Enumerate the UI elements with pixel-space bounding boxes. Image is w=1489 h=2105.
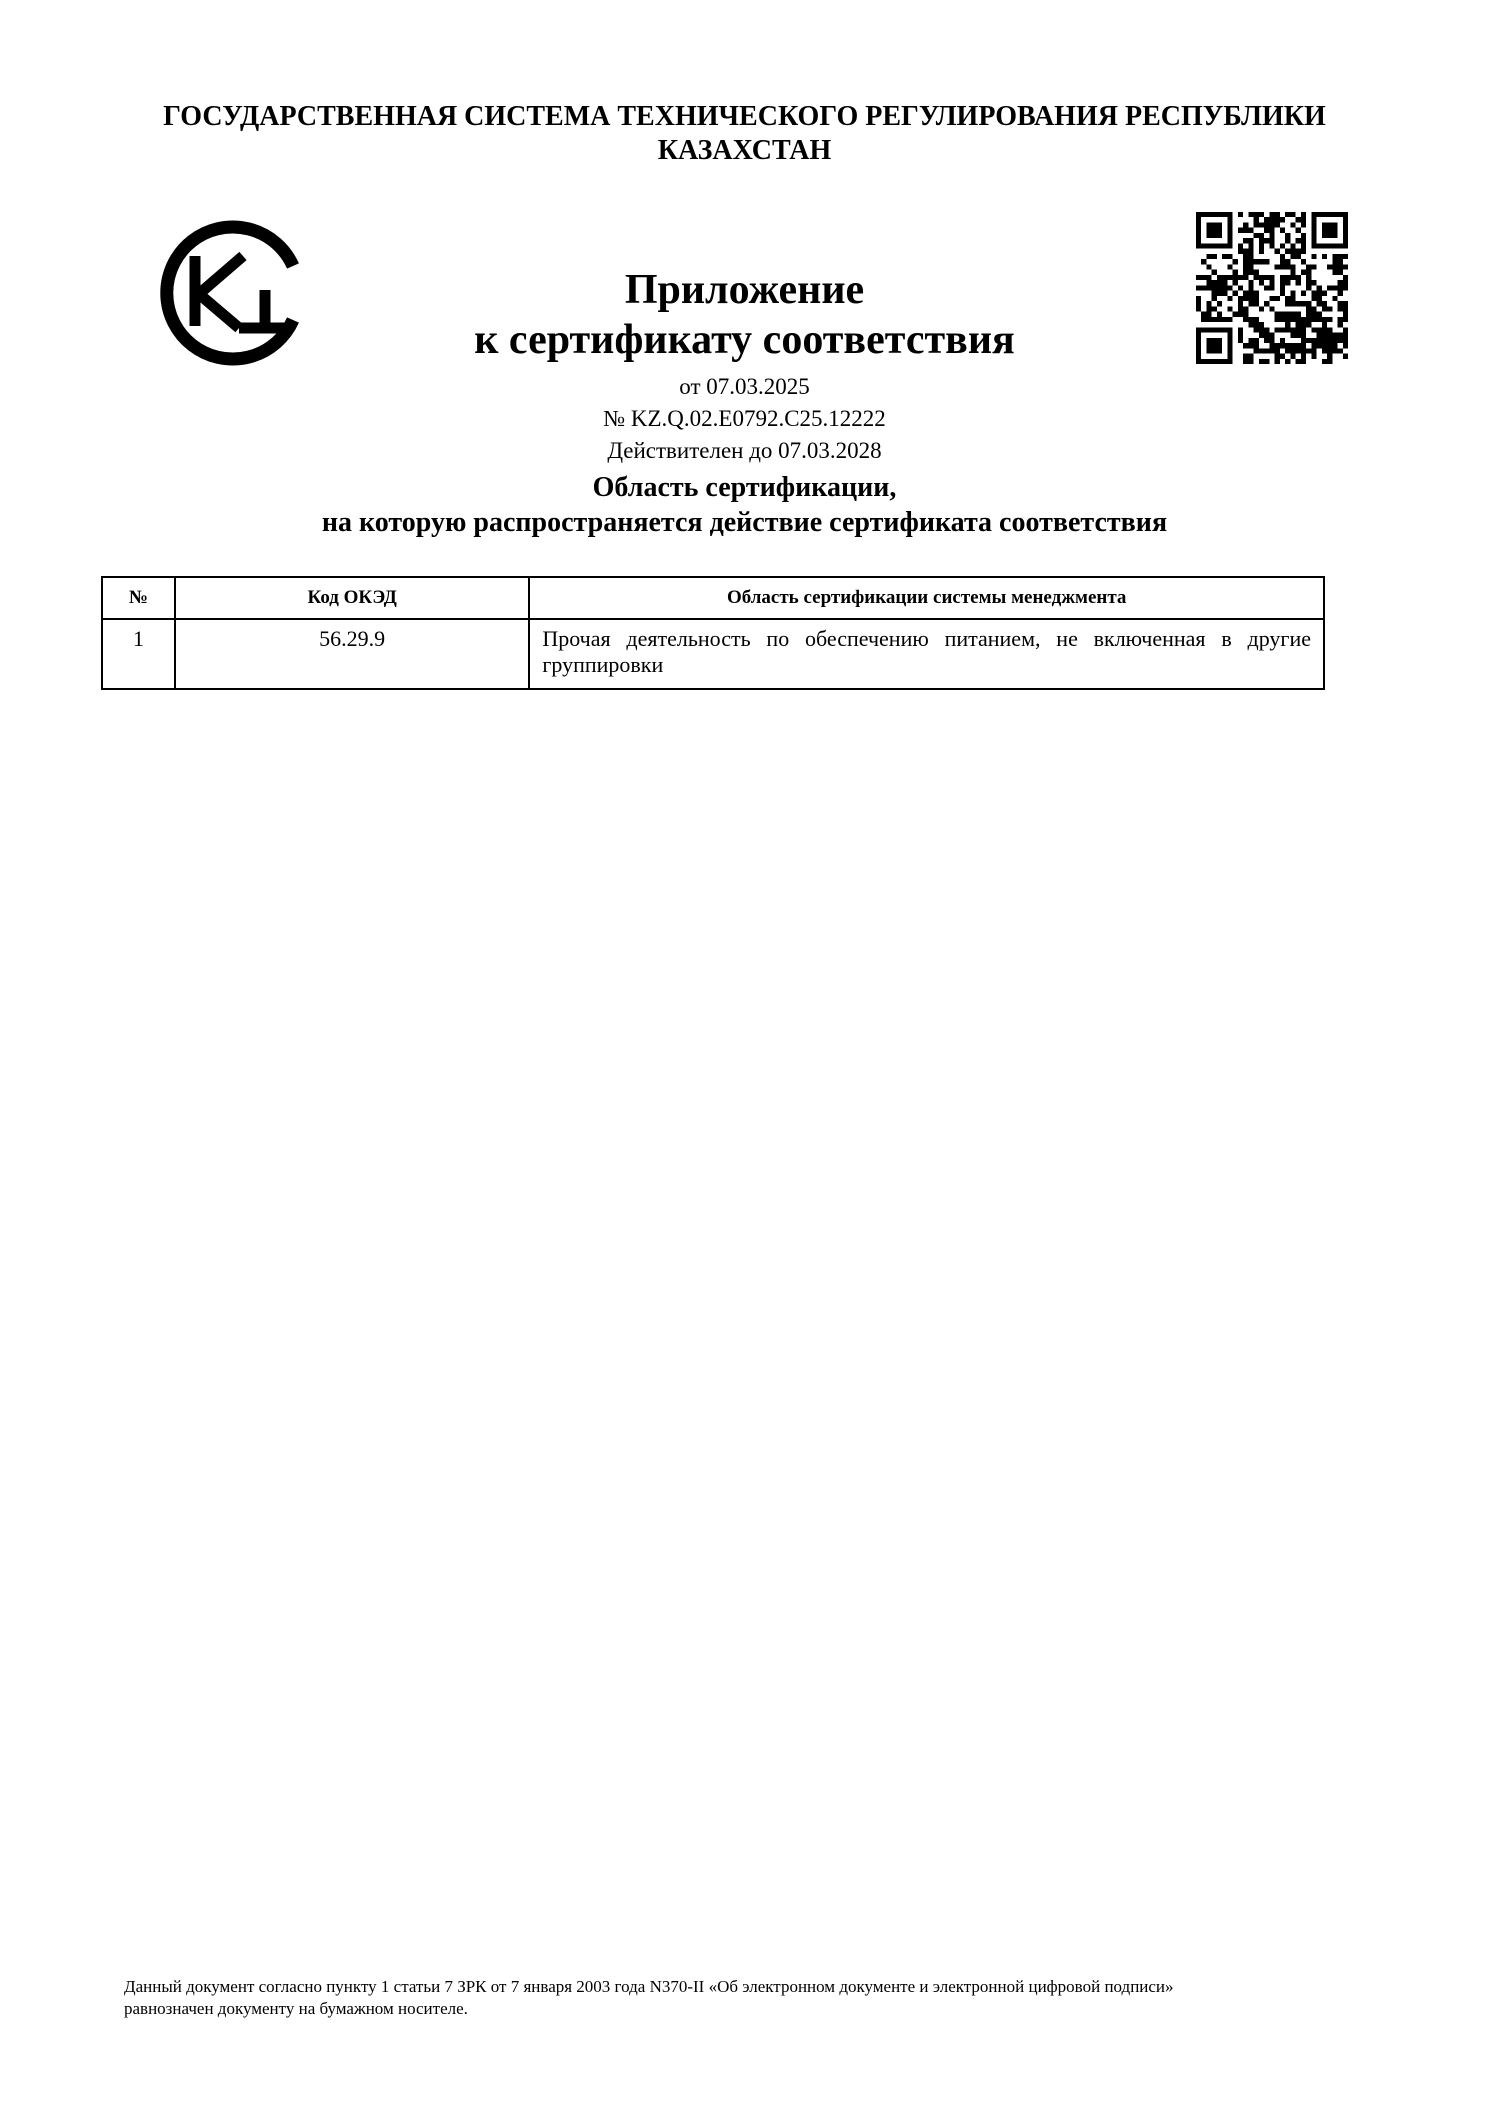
title-line-1: Приложение <box>624 267 865 313</box>
table-row <box>102 619 1324 689</box>
footer-line-1: Данный документ согласно пункту 1 статьи 7 ЗРК от 7 января 2003 года N370-II «Об электронном документе и электронной цифровой подписи» <box>124 1977 1174 1996</box>
table-header-row <box>102 577 1324 619</box>
column-header-scope: Область сертификации системы менеджмента <box>529 577 1324 619</box>
header-title-line-1: ГОСУДАРСТВЕННАЯ СИСТЕМА ТЕХНИЧЕСКОГО РЕГУЛИРОВАНИЯ РЕСПУБЛИКИ <box>163 101 1326 132</box>
title-line-2: к сертификату соответствия <box>474 317 1015 363</box>
footer-line-2: равнозначен документу на бумажном носителе. <box>124 1999 468 2018</box>
document-title <box>0 265 1489 365</box>
legal-footer <box>124 1976 1364 2020</box>
row-okved-code: 56.29.9 <box>175 619 529 689</box>
row-scope-description: Прочая деятельность по обеспечению питанием, не включенная в другие группировки <box>529 619 1324 689</box>
scope-title-line-2: на которую распространяется действие сертификата соответствия <box>321 507 1168 538</box>
certificate-number: № KZ.Q.02.E0792.C25.12222 <box>603 406 886 431</box>
valid-until: Действителен до 07.03.2028 <box>607 438 882 463</box>
issue-date: от 07.03.2025 <box>679 374 810 399</box>
scope-title-line-1: Область сертификации, <box>592 472 897 503</box>
header-title-line-2: КАЗАХСТАН <box>657 135 832 166</box>
row-number: 1 <box>102 619 175 689</box>
column-header-number: № <box>102 577 175 619</box>
scope-title <box>0 470 1489 540</box>
certification-scope-table <box>101 576 1325 690</box>
document-header <box>0 100 1489 168</box>
column-header-okved-code: Код ОКЭД <box>175 577 529 619</box>
